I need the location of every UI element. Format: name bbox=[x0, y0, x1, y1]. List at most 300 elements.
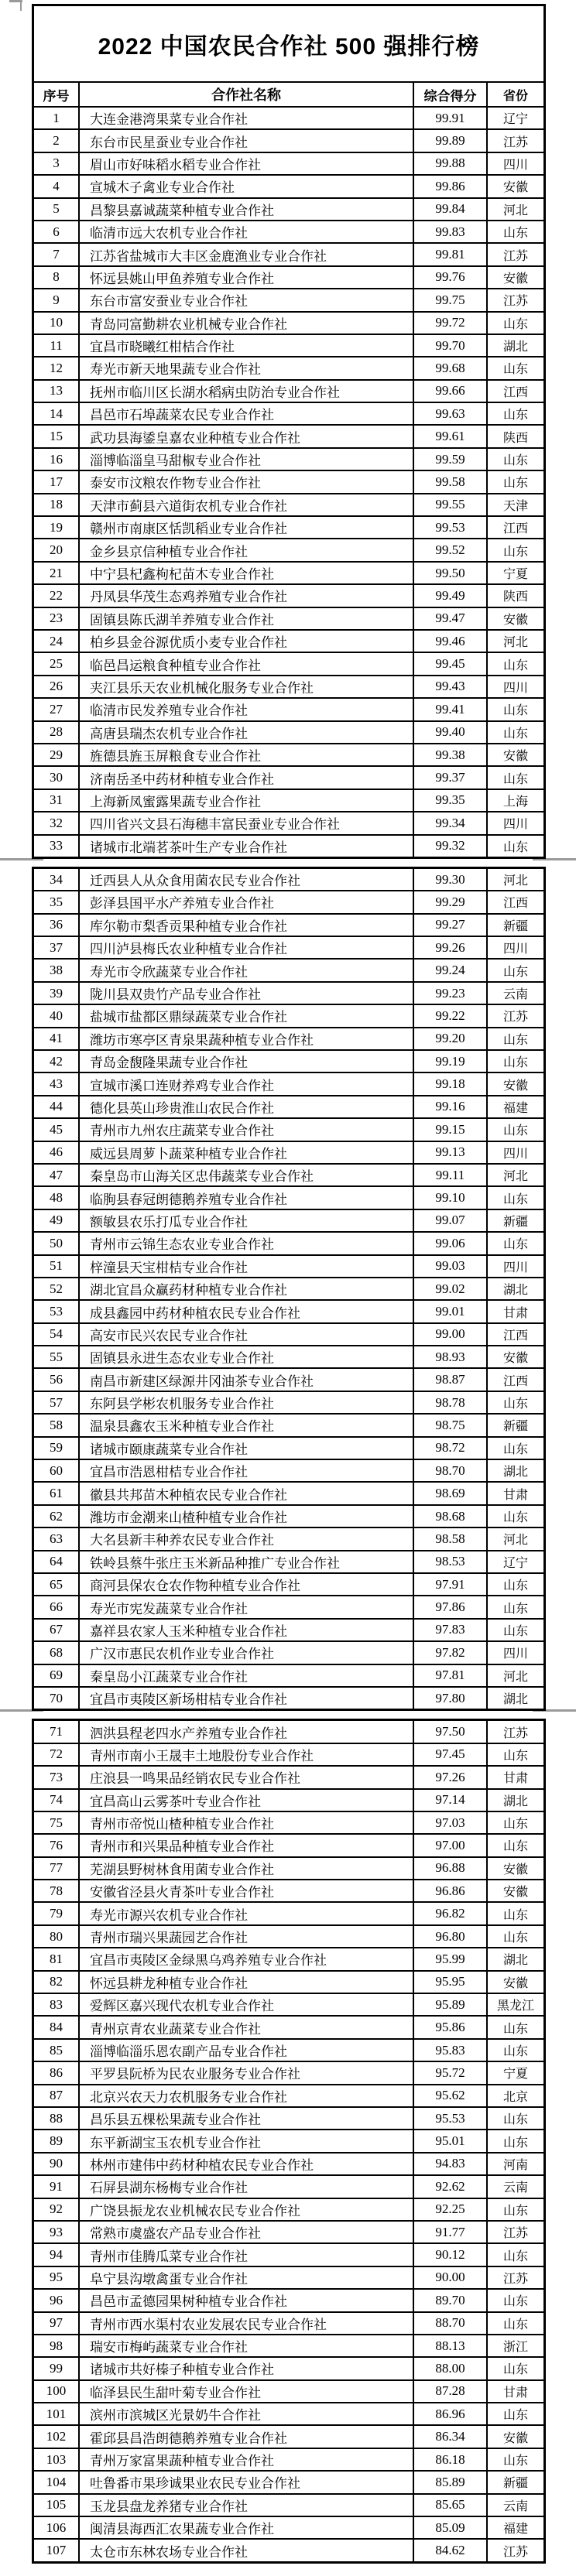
province-cell: 山东 bbox=[502, 317, 528, 331]
score-cell: 99.00 bbox=[414, 1324, 488, 1345]
rank-cell: 79 bbox=[34, 1903, 80, 1924]
name-cell: 青州市瑞兴果蔬园艺合作社 bbox=[80, 1926, 414, 1947]
score-cell: 99.83 bbox=[414, 221, 488, 242]
province-cell: 山东 bbox=[502, 1238, 528, 1252]
rank-cell: 47 bbox=[34, 1165, 80, 1185]
rank-cell: 107 bbox=[34, 2540, 80, 2561]
province-cell: 山东 bbox=[502, 2022, 528, 2036]
rank-cell: 9 bbox=[34, 289, 80, 310]
name-cell: 江苏省盐城市大丰区金鹿渔业专业合作社 bbox=[80, 244, 414, 265]
table-row bbox=[34, 1141, 543, 1163]
score-cell: 99.19 bbox=[414, 1051, 488, 1072]
province-cell: 河北 bbox=[502, 204, 528, 217]
rank-cell: 97 bbox=[34, 2313, 80, 2334]
score-cell: 99.55 bbox=[414, 494, 488, 515]
name-cell: 常熟市虞盛农产品专业合作社 bbox=[80, 2222, 414, 2242]
score-cell: 97.14 bbox=[414, 1790, 488, 1811]
rank-cell: 22 bbox=[34, 585, 80, 606]
province-cell: 湖北 bbox=[502, 1284, 528, 1298]
score-cell: 86.96 bbox=[414, 2403, 488, 2424]
province-cell: 安徽 bbox=[502, 181, 528, 195]
table-row bbox=[34, 1027, 543, 1049]
score-cell: 99.32 bbox=[414, 836, 488, 857]
table-row bbox=[34, 152, 543, 174]
name-cell: 固镇县陈氏湖羊养殖专业合作社 bbox=[80, 608, 414, 629]
province-cell: 甘肃 bbox=[502, 1772, 528, 1786]
score-cell: 99.86 bbox=[414, 176, 488, 197]
rank-cell: 60 bbox=[34, 1460, 80, 1481]
score-cell: 95.83 bbox=[414, 2040, 488, 2061]
rank-cell: 19 bbox=[34, 517, 80, 538]
table-row bbox=[34, 629, 543, 652]
rank-cell: 31 bbox=[34, 790, 80, 811]
table-row bbox=[34, 470, 543, 492]
name-cell: 铁岭县蔡牛张庄玉米新品种推广专业合作社 bbox=[80, 1551, 414, 1572]
score-cell: 98.58 bbox=[414, 1528, 488, 1549]
score-cell: 99.88 bbox=[414, 153, 488, 174]
rank-cell: 76 bbox=[34, 1835, 80, 1856]
province-cell: 湖北 bbox=[502, 1794, 528, 1808]
score-cell: 99.75 bbox=[414, 289, 488, 310]
province-cell: 山东 bbox=[502, 1818, 528, 1832]
rank-cell: 2 bbox=[34, 130, 80, 151]
score-cell: 95.72 bbox=[414, 2062, 488, 2083]
province-cell: 山东 bbox=[502, 1624, 528, 1638]
province-cell: 甘肃 bbox=[502, 1488, 528, 1502]
name-cell: 昌邑市石埠蔬菜农民专业合作社 bbox=[80, 403, 414, 424]
rank-cell: 3 bbox=[34, 153, 80, 174]
province-cell: 山东 bbox=[502, 965, 528, 979]
province-cell: 云南 bbox=[502, 988, 528, 1002]
score-cell: 95.89 bbox=[414, 1994, 488, 2015]
province-cell: 山东 bbox=[502, 2295, 528, 2309]
table-row bbox=[34, 890, 543, 912]
score-cell: 98.70 bbox=[414, 1460, 488, 1481]
province-cell: 陕西 bbox=[502, 431, 528, 445]
name-cell: 平罗县阮桥为民农业服务专业合作社 bbox=[80, 2062, 414, 2083]
rank-cell: 20 bbox=[34, 539, 80, 560]
table-row bbox=[34, 174, 543, 197]
name-cell: 宣城市溪口连财养鸡专业合作社 bbox=[80, 1073, 414, 1094]
name-cell: 湖北宜昌众赢药材种植专业合作社 bbox=[80, 1278, 414, 1299]
table-header-row bbox=[34, 81, 543, 106]
score-cell: 97.81 bbox=[414, 1665, 488, 1686]
score-cell: 99.89 bbox=[414, 130, 488, 151]
province-cell: 江苏 bbox=[502, 295, 528, 309]
rank-cell: 24 bbox=[34, 631, 80, 652]
name-cell: 太仓市东林农场专业合作社 bbox=[80, 2540, 414, 2561]
name-cell: 诸城市颐康蔬菜专业合作社 bbox=[80, 1438, 414, 1459]
name-cell: 南昌市新建区绿源井冈油茶专业合作社 bbox=[80, 1369, 414, 1390]
name-cell: 寿光市新天地果蔬专业合作社 bbox=[80, 357, 414, 378]
name-cell: 秦皇岛小江蔬菜专业合作社 bbox=[80, 1665, 414, 1686]
province-cell: 河北 bbox=[502, 1534, 528, 1548]
table-row bbox=[34, 2129, 543, 2151]
table-row bbox=[34, 1550, 543, 1572]
score-cell: 99.38 bbox=[414, 744, 488, 765]
rank-cell: 34 bbox=[34, 869, 80, 890]
name-cell: 东阿县学彬农机服务专业合作社 bbox=[80, 1392, 414, 1413]
score-cell: 97.45 bbox=[414, 1744, 488, 1765]
name-cell: 东台市民星蚕业专业合作社 bbox=[80, 130, 414, 151]
province-cell: 四川 bbox=[502, 1261, 528, 1274]
rank-cell: 17 bbox=[34, 471, 80, 492]
name-cell: 青岛同富勤耕农业机械专业合作社 bbox=[80, 313, 414, 334]
province-cell: 河北 bbox=[502, 874, 528, 888]
rank-cell: 26 bbox=[34, 676, 80, 697]
province-cell: 山东 bbox=[502, 2045, 528, 2058]
score-cell: 99.06 bbox=[414, 1233, 488, 1254]
score-cell: 90.00 bbox=[414, 2267, 488, 2288]
name-cell: 石屏县湖东杨梅专业合作社 bbox=[80, 2176, 414, 2197]
table-row bbox=[34, 538, 543, 560]
score-cell: 99.68 bbox=[414, 357, 488, 378]
province-cell: 江西 bbox=[502, 897, 528, 911]
province-cell: 山东 bbox=[502, 2113, 528, 2127]
name-cell: 芜湖县野树林食用菌专业合作社 bbox=[80, 1858, 414, 1879]
rank-cell: 39 bbox=[34, 983, 80, 1004]
name-cell: 宜昌高山云雾茶叶专业合作社 bbox=[80, 1790, 414, 1811]
table-row bbox=[34, 811, 543, 833]
name-cell: 寿光市令欣蔬菜专业合作社 bbox=[80, 960, 414, 980]
score-cell: 99.15 bbox=[414, 1119, 488, 1140]
table-row bbox=[34, 2015, 543, 2037]
name-cell: 宜昌市晓曦红柑桔合作社 bbox=[80, 335, 414, 356]
rank-cell: 56 bbox=[34, 1369, 80, 1390]
table-row bbox=[34, 1117, 543, 1140]
province-cell: 山东 bbox=[502, 409, 528, 422]
document-page-3 bbox=[32, 1719, 546, 2563]
rank-cell: 100 bbox=[34, 2381, 80, 2402]
score-cell: 99.81 bbox=[414, 244, 488, 265]
table-row bbox=[34, 2356, 543, 2379]
score-cell: 91.77 bbox=[414, 2222, 488, 2242]
rank-cell: 81 bbox=[34, 1948, 80, 1969]
table-row bbox=[34, 1254, 543, 1277]
province-cell: 山东 bbox=[502, 1397, 528, 1411]
name-cell: 丹凤县华茂生态鸡养殖专业合作社 bbox=[80, 585, 414, 606]
score-cell: 99.70 bbox=[414, 335, 488, 356]
province-cell: 安徽 bbox=[502, 272, 528, 286]
rank-cell: 88 bbox=[34, 2108, 80, 2129]
rank-cell: 77 bbox=[34, 1858, 80, 1879]
score-cell: 98.69 bbox=[414, 1483, 488, 1504]
score-cell: 98.72 bbox=[414, 1438, 488, 1459]
page-title: 2022 中国农民合作社 500 强排行榜 bbox=[98, 33, 480, 60]
province-cell: 安徽 bbox=[502, 1886, 528, 1900]
score-cell: 99.29 bbox=[414, 891, 488, 912]
province-cell: 山东 bbox=[502, 1602, 528, 1616]
table-row bbox=[34, 1504, 543, 1527]
name-cell: 金乡县京信种植专业合作社 bbox=[80, 539, 414, 560]
province-cell: 河北 bbox=[502, 1170, 528, 1184]
table-row bbox=[34, 2334, 543, 2356]
table-row bbox=[34, 424, 543, 446]
score-cell: 88.00 bbox=[414, 2358, 488, 2379]
table-row bbox=[34, 2424, 543, 2447]
province-cell: 山东 bbox=[502, 840, 528, 854]
score-cell: 99.35 bbox=[414, 790, 488, 811]
rank-cell: 28 bbox=[34, 722, 80, 743]
rank-cell: 65 bbox=[34, 1574, 80, 1595]
rank-cell: 68 bbox=[34, 1642, 80, 1663]
column-header-province: 省份 bbox=[502, 89, 528, 103]
rank-cell: 96 bbox=[34, 2290, 80, 2311]
table-row bbox=[34, 1391, 543, 1413]
province-cell: 河南 bbox=[502, 2158, 528, 2172]
province-cell: 山东 bbox=[502, 477, 528, 491]
rank-cell: 64 bbox=[34, 1551, 80, 1572]
rank-cell: 44 bbox=[34, 1096, 80, 1117]
rank-cell: 84 bbox=[34, 2017, 80, 2037]
score-cell: 99.43 bbox=[414, 676, 488, 697]
name-cell: 迁西县人从众食用菌农民专业合作社 bbox=[80, 869, 414, 890]
table-row bbox=[34, 1765, 543, 1787]
table-row bbox=[34, 2198, 543, 2220]
table-row bbox=[34, 1811, 543, 1833]
score-cell: 98.93 bbox=[414, 1346, 488, 1367]
table-row bbox=[34, 1049, 543, 1072]
province-cell: 甘肃 bbox=[502, 1306, 528, 1320]
name-cell: 大连金港湾果菜专业合作社 bbox=[80, 108, 414, 128]
rank-cell: 45 bbox=[34, 1119, 80, 1140]
rank-cell: 72 bbox=[34, 1744, 80, 1765]
table-row bbox=[34, 1686, 543, 1709]
table-row bbox=[34, 2174, 543, 2197]
name-cell: 威远县周萝卜蔬菜种植专业合作社 bbox=[80, 1142, 414, 1163]
table-row bbox=[34, 789, 543, 811]
table-row bbox=[34, 128, 543, 151]
rank-cell: 48 bbox=[34, 1187, 80, 1208]
rank-cell: 23 bbox=[34, 608, 80, 629]
table-row bbox=[34, 1185, 543, 1208]
name-cell: 眉山市好味稻水稻专业合作社 bbox=[80, 153, 414, 174]
rank-cell: 30 bbox=[34, 767, 80, 788]
province-cell: 云南 bbox=[502, 2499, 528, 2513]
score-cell: 99.46 bbox=[414, 631, 488, 652]
province-cell: 河北 bbox=[502, 1670, 528, 1684]
score-cell: 99.18 bbox=[414, 1073, 488, 1094]
rank-cell: 49 bbox=[34, 1210, 80, 1231]
table-row bbox=[34, 1664, 543, 1686]
table-row bbox=[34, 2106, 543, 2129]
rows-page-3 bbox=[34, 1721, 543, 2561]
province-cell: 山东 bbox=[502, 1840, 528, 1854]
name-cell: 陇川县双贵竹产品专业合作社 bbox=[80, 983, 414, 1004]
score-cell: 99.03 bbox=[414, 1256, 488, 1277]
province-cell: 山东 bbox=[502, 1749, 528, 1763]
province-cell: 山东 bbox=[502, 1442, 528, 1456]
name-cell: 淄博临淄乐恩农副产品专业合作社 bbox=[80, 2040, 414, 2061]
name-cell: 诸城市共好榛子种植专业合作社 bbox=[80, 2358, 414, 2379]
score-cell: 97.80 bbox=[414, 1688, 488, 1709]
rank-cell: 80 bbox=[34, 1926, 80, 1947]
score-cell: 99.84 bbox=[414, 199, 488, 220]
score-cell: 98.87 bbox=[414, 1369, 488, 1390]
table-row bbox=[34, 1367, 543, 1390]
score-cell: 99.40 bbox=[414, 722, 488, 743]
name-cell: 徽县共邦苗木种植农民专业合作社 bbox=[80, 1483, 414, 1504]
rank-cell: 89 bbox=[34, 2130, 80, 2151]
rank-cell: 18 bbox=[34, 494, 80, 515]
table-row bbox=[34, 1618, 543, 1640]
name-cell: 宜昌市夷陵区新场柑桔专业合作社 bbox=[80, 1688, 414, 1709]
name-cell: 青州万家富果蔬种植专业合作社 bbox=[80, 2449, 414, 2470]
score-cell: 85.09 bbox=[414, 2517, 488, 2538]
province-cell: 安徽 bbox=[502, 1976, 528, 1990]
table-row bbox=[34, 197, 543, 220]
province-cell: 浙江 bbox=[502, 2341, 528, 2355]
table-row bbox=[34, 583, 543, 606]
score-cell: 95.95 bbox=[414, 1972, 488, 1993]
table-row bbox=[34, 402, 543, 424]
table-row bbox=[34, 106, 543, 128]
rank-cell: 52 bbox=[34, 1278, 80, 1299]
rank-cell: 16 bbox=[34, 449, 80, 470]
rank-cell: 70 bbox=[34, 1688, 80, 1709]
table-row bbox=[34, 913, 543, 936]
score-cell: 95.86 bbox=[414, 2017, 488, 2037]
table-row bbox=[34, 1970, 543, 1993]
rank-cell: 93 bbox=[34, 2222, 80, 2242]
name-cell: 诸城市北端茗茶叶生产专业合作社 bbox=[80, 836, 414, 857]
rank-cell: 102 bbox=[34, 2426, 80, 2447]
province-cell: 山东 bbox=[502, 1908, 528, 1922]
score-cell: 99.26 bbox=[414, 937, 488, 958]
table-row bbox=[34, 220, 543, 242]
table-row bbox=[34, 2084, 543, 2106]
rank-cell: 85 bbox=[34, 2040, 80, 2061]
province-cell: 山东 bbox=[502, 363, 528, 377]
table-row bbox=[34, 447, 543, 470]
name-cell: 淄博临淄皇马甜椒专业合作社 bbox=[80, 449, 414, 470]
rank-cell: 99 bbox=[34, 2358, 80, 2379]
score-cell: 89.70 bbox=[414, 2290, 488, 2311]
name-cell: 中宁县杞鑫枸杞苗木专业合作社 bbox=[80, 563, 414, 583]
province-cell: 山东 bbox=[502, 2249, 528, 2263]
name-cell: 青州市九州农庄蔬菜专业合作社 bbox=[80, 1119, 414, 1140]
score-cell: 88.70 bbox=[414, 2313, 488, 2334]
table-row bbox=[34, 2220, 543, 2242]
table-row bbox=[34, 1299, 543, 1322]
rank-cell: 15 bbox=[34, 426, 80, 446]
score-cell: 98.75 bbox=[414, 1415, 488, 1435]
score-cell: 88.13 bbox=[414, 2335, 488, 2356]
score-cell: 86.18 bbox=[414, 2449, 488, 2470]
rank-cell: 35 bbox=[34, 891, 80, 912]
province-cell: 山东 bbox=[502, 704, 528, 718]
province-cell: 安徽 bbox=[502, 613, 528, 627]
score-cell: 97.83 bbox=[414, 1620, 488, 1640]
name-cell: 成县鑫园中药材种植农民专业合作社 bbox=[80, 1301, 414, 1322]
name-cell: 青州市帝悦山楂种植专业合作社 bbox=[80, 1812, 414, 1833]
province-cell: 江西 bbox=[502, 522, 528, 536]
score-cell: 97.00 bbox=[414, 1835, 488, 1856]
score-cell: 99.91 bbox=[414, 108, 488, 128]
score-cell: 97.50 bbox=[414, 1721, 488, 1742]
province-cell: 云南 bbox=[502, 2181, 528, 2195]
province-cell: 陕西 bbox=[502, 590, 528, 604]
score-cell: 99.20 bbox=[414, 1028, 488, 1049]
name-cell: 高唐县瑞杰农机专业合作社 bbox=[80, 722, 414, 743]
province-cell: 江西 bbox=[502, 1329, 528, 1343]
document-page-1 bbox=[32, 4, 546, 859]
province-cell: 黑龙江 bbox=[496, 2000, 534, 2013]
rank-cell: 95 bbox=[34, 2267, 80, 2288]
province-cell: 江苏 bbox=[502, 1726, 528, 1740]
rank-cell: 73 bbox=[34, 1767, 80, 1787]
rank-cell: 66 bbox=[34, 1596, 80, 1617]
province-cell: 山东 bbox=[502, 772, 528, 786]
name-cell: 临泽县民生甜叶菊专业合作社 bbox=[80, 2381, 414, 2402]
province-cell: 山东 bbox=[502, 1124, 528, 1138]
name-cell: 北京兴农天力农机服务专业合作社 bbox=[80, 2085, 414, 2106]
province-cell: 江西 bbox=[502, 1374, 528, 1388]
score-cell: 99.45 bbox=[414, 653, 488, 674]
rank-cell: 51 bbox=[34, 1256, 80, 1277]
table-row bbox=[34, 311, 543, 334]
name-cell: 广饶县振龙农业机械农民专业合作社 bbox=[80, 2199, 414, 2220]
score-cell: 92.62 bbox=[414, 2176, 488, 2197]
province-cell: 新疆 bbox=[502, 1420, 528, 1434]
table-row bbox=[34, 2266, 543, 2288]
province-cell: 福建 bbox=[502, 2523, 528, 2537]
table-row bbox=[34, 2379, 543, 2402]
score-cell: 99.11 bbox=[414, 1165, 488, 1185]
name-cell: 高安市民兴农民专业合作社 bbox=[80, 1324, 414, 1345]
score-cell: 99.72 bbox=[414, 313, 488, 334]
province-cell: 上海 bbox=[502, 795, 528, 809]
province-cell: 湖北 bbox=[502, 1693, 528, 1707]
score-cell: 96.80 bbox=[414, 1926, 488, 1947]
score-cell: 99.07 bbox=[414, 1210, 488, 1231]
score-cell: 99.30 bbox=[414, 869, 488, 890]
province-cell: 江苏 bbox=[502, 2227, 528, 2241]
score-cell: 99.53 bbox=[414, 517, 488, 538]
score-cell: 99.13 bbox=[414, 1142, 488, 1163]
score-cell: 99.27 bbox=[414, 915, 488, 936]
name-cell: 柏乡县金谷源优质小麦专业合作社 bbox=[80, 631, 414, 652]
score-cell: 99.16 bbox=[414, 1096, 488, 1117]
province-cell: 山东 bbox=[502, 2318, 528, 2331]
table-row bbox=[34, 2448, 543, 2470]
rank-cell: 21 bbox=[34, 563, 80, 583]
province-cell: 天津 bbox=[502, 499, 528, 513]
rank-cell: 13 bbox=[34, 381, 80, 402]
province-cell: 山东 bbox=[502, 545, 528, 559]
score-cell: 96.82 bbox=[414, 1903, 488, 1924]
province-cell: 安徽 bbox=[502, 1863, 528, 1876]
table-row bbox=[34, 2470, 543, 2492]
table-row bbox=[34, 652, 543, 674]
table-row bbox=[34, 2038, 543, 2061]
table-row bbox=[34, 1572, 543, 1595]
table-row bbox=[34, 379, 543, 402]
score-cell: 92.25 bbox=[414, 2199, 488, 2220]
score-cell: 99.02 bbox=[414, 1278, 488, 1299]
rank-cell: 10 bbox=[34, 313, 80, 334]
table-row bbox=[34, 2538, 543, 2561]
name-cell: 上海新凤蜜露果蔬专业合作社 bbox=[80, 790, 414, 811]
province-cell: 山东 bbox=[502, 2363, 528, 2377]
province-cell: 安徽 bbox=[502, 2431, 528, 2445]
score-cell: 99.50 bbox=[414, 563, 488, 583]
province-cell: 江西 bbox=[502, 385, 528, 399]
province-cell: 山东 bbox=[502, 1056, 528, 1070]
score-cell: 99.61 bbox=[414, 426, 488, 446]
table-row bbox=[34, 1413, 543, 1435]
table-row bbox=[34, 2288, 543, 2311]
